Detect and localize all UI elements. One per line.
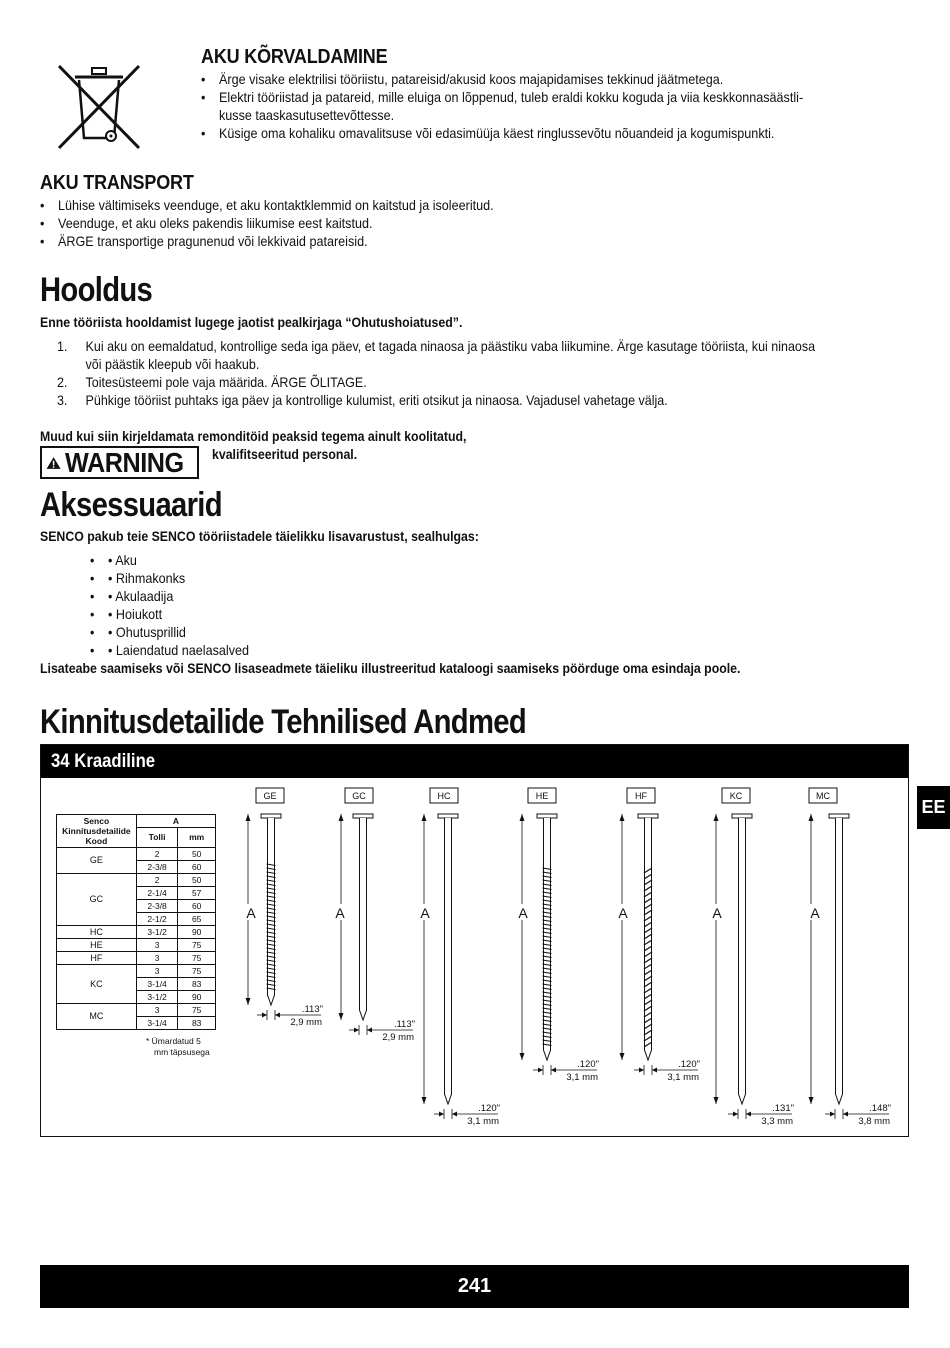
list-item: • Lühise vältimiseks veenduge, et aku kontaktklemmid on kaitstud ja isoleeritud. [40, 196, 494, 214]
inch-cell: 3-1/4 [136, 1017, 178, 1030]
nail-shank [445, 818, 452, 1104]
language-tab: EE [917, 786, 950, 829]
list-item-continuation: või päästik kleepub või haakub. [85, 356, 260, 372]
mm-cell: 75 [178, 1004, 216, 1017]
inch-cell: 3 [136, 952, 178, 965]
diameter-arrow [652, 1068, 657, 1073]
dimension-arrow-down [620, 1053, 625, 1060]
nail-head [438, 814, 458, 818]
diameter-mm: 2,9 mm [382, 1032, 414, 1043]
nail-shank [739, 818, 746, 1104]
nail-head [732, 814, 752, 818]
diameter-arrow [367, 1028, 372, 1033]
table-header-mm: mm [178, 828, 216, 848]
inch-cell: 3-1/2 [136, 926, 178, 939]
inch-cell: 2-3/8 [136, 861, 178, 874]
transport-title: AKU TRANSPORT [40, 172, 194, 194]
nail-code-label: MC [816, 791, 830, 801]
dimension-letter: A [420, 905, 430, 921]
diameter-inch: .113" [301, 1004, 323, 1015]
diameter-mm: 2,9 mm [290, 1017, 322, 1028]
diameter-arrow [439, 1112, 444, 1117]
nail-code-label: HC [437, 791, 451, 801]
page-number: 241 [457, 1275, 492, 1297]
inch-cell: 2 [136, 874, 178, 887]
mm-cell: 60 [178, 861, 216, 874]
inch-cell: 3-1/2 [136, 991, 178, 1004]
nail-shank [544, 818, 551, 1060]
inch-cell: 3 [136, 1004, 178, 1017]
fastener-code-cell: GC [57, 874, 137, 926]
tech-title: Kinnitusdetailide Tehnilised Andmed [40, 703, 527, 741]
diameter-mm: 3,1 mm [667, 1072, 699, 1083]
list-item: • Küsige oma kohaliku omavalitsuse või edasimüüja käest ringlussevõtu nõuandeid ja kogumispunkti. [201, 124, 921, 142]
diameter-inch: .148" [869, 1103, 891, 1114]
dimension-arrow-down [714, 1097, 719, 1104]
list-item: • ÄRGE transportige pragunenud või lekkivaid patareisid. [40, 232, 494, 250]
table-header-a: A [136, 815, 215, 828]
inch-cell: 2-1/4 [136, 887, 178, 900]
dimension-arrow-up [422, 814, 427, 821]
dimension-arrow-up [714, 814, 719, 821]
inch-cell: 3-1/4 [136, 978, 178, 991]
nail-head [353, 814, 373, 818]
diameter-mm: 3,1 mm [566, 1072, 598, 1083]
table-header-code: Senco Kinnitusdetailide Kood [57, 815, 137, 848]
diameter-inch: .120" [478, 1103, 500, 1114]
dimension-arrow-down [520, 1053, 525, 1060]
mm-cell: 75 [178, 965, 216, 978]
nail-head [638, 814, 658, 818]
diameter-arrow [275, 1013, 280, 1018]
table-header-inch: Tolli [136, 828, 178, 848]
tech-header: 34 Kraadiline [41, 745, 908, 778]
fastener-code-cell: KC [57, 965, 137, 1004]
fastener-code-cell: GE [57, 848, 137, 874]
list-item: 1. Kui aku on eemaldatud, kontrollige seda iga päev, et tagada ninaosa ja päästiku vaba liikumine. Ärge kasutage tööriista, kui ninaosa [56, 338, 816, 354]
mm-cell: 83 [178, 1017, 216, 1030]
diameter-arrow [538, 1068, 543, 1073]
diameter-arrow [733, 1112, 738, 1117]
inch-cell: 3 [136, 939, 178, 952]
fastener-code-cell: MC [57, 1004, 137, 1030]
dimension-arrow-up [339, 814, 344, 821]
diameter-inch: .120" [678, 1059, 700, 1070]
inch-cell: 2 [136, 848, 178, 861]
maintenance-title: Hooldus [40, 271, 153, 309]
list-item: • • Aku [90, 551, 249, 569]
nail-code-label: GE [263, 791, 277, 801]
mm-cell: 90 [178, 926, 216, 939]
nail-shank [836, 818, 843, 1104]
dimension-arrow-down [422, 1097, 427, 1104]
diameter-mm: 3,3 mm [761, 1116, 793, 1127]
nail-head [829, 814, 849, 818]
list-item: • • Rihmakonks [90, 569, 249, 587]
nail-shank [360, 818, 367, 1020]
list-item: 2. Toitesüsteemi pole vaja määrida. ÄRGE ÕLITAGE. [56, 374, 367, 390]
mm-cell: 50 [178, 874, 216, 887]
list-item: • • Akulaadija [90, 587, 249, 605]
mm-cell: 75 [178, 952, 216, 965]
fastener-code-cell: HF [57, 952, 137, 965]
warning-label: WARNING [65, 446, 184, 478]
nail-code-label: HF [635, 791, 647, 801]
list-item: 3. Pühkige tööriist puhtaks iga päev ja kontrollige kulumist, eriti otsikut ja ninaosa. Vajadusel vahetage välja. [56, 392, 668, 408]
dimension-arrow-up [809, 814, 814, 821]
nail-code-label: HE [535, 791, 549, 801]
maintenance-intro: Enne tööriista hooldamist lugege jaotist pealkirjaga “Ohutushoiatused”. [40, 314, 463, 330]
dimension-arrow-down [246, 998, 251, 1005]
dimension-arrow-up [246, 814, 251, 821]
dimension-letter: A [518, 905, 528, 921]
nail-code-label: GC [352, 791, 366, 801]
dimension-letter: A [335, 905, 345, 921]
fastener-code-cell: HC [57, 926, 137, 939]
dimension-arrow-down [339, 1013, 344, 1020]
nail-head [537, 814, 557, 818]
dimension-arrow-down [809, 1097, 814, 1104]
disposal-title: AKU KÕRVALDAMINE [201, 46, 388, 68]
mm-cell: 75 [178, 939, 216, 952]
accessories-outro: Lisateabe saamiseks või SENCO lisaseadmete täieliku illustreeritud kataloogi saamiseks pöörduge oma esindaja poole. [40, 660, 741, 676]
diameter-mm: 3,8 mm [858, 1116, 890, 1127]
diameter-arrow [452, 1112, 457, 1117]
inch-cell: 3 [136, 965, 178, 978]
diameter-mm: 3,1 mm [467, 1116, 499, 1127]
inch-cell: 2-1/2 [136, 913, 178, 926]
dimension-letter: A [712, 905, 722, 921]
list-item: • Veenduge, et aku oleks pakendis liikumise eest kaitstud. [40, 214, 494, 232]
mm-cell: 57 [178, 887, 216, 900]
dimension-arrow-up [620, 814, 625, 821]
fastener-code-cell: HE [57, 939, 137, 952]
accessories-title: Aksessuaarid [40, 486, 222, 524]
diameter-arrow [639, 1068, 644, 1073]
diameter-arrow [551, 1068, 556, 1073]
footnote-line: * Ümardatud 5 [146, 1036, 201, 1046]
list-item: • Ärge visake elektrilisi tööriistu, patareisid/akusid koos majapidamises tekkinud jäätmetega. [201, 70, 921, 88]
diameter-arrow [830, 1112, 835, 1117]
diameter-inch: .131" [772, 1103, 794, 1114]
list-item: • • Ohutusprillid [90, 623, 249, 641]
diameter-inch: .113" [393, 1019, 415, 1030]
list-item: • Elektri tööriistad ja patareid, mille eluiga on lõppenud, tuleb eraldi kokku koguda ja viia keskkonnasäästli- [201, 88, 921, 106]
mm-cell: 60 [178, 900, 216, 913]
nail-code-label: KC [729, 791, 743, 801]
mm-cell: 50 [178, 848, 216, 861]
list-item: • • Laiendatud naelasalved [90, 641, 249, 659]
footnote-line: mm täpsusega [154, 1047, 210, 1057]
diameter-arrow [262, 1013, 267, 1018]
warning-text-line-1: Muud kui siin kirjeldamata remonditöid peaksid tegema ainult koolitatud, [40, 428, 467, 444]
list-item: • • Hoiukott [90, 605, 249, 623]
nail-shank [645, 818, 652, 1060]
nail-head [261, 814, 281, 818]
dimension-letter: A [618, 905, 628, 921]
diameter-arrow [843, 1112, 848, 1117]
mm-cell: 65 [178, 913, 216, 926]
dimension-letter: A [810, 905, 820, 921]
accessories-intro: SENCO pakub teie SENCO tööriistadele täielikku lisavarustust, sealhulgas: [40, 528, 479, 544]
mm-cell: 83 [178, 978, 216, 991]
diameter-inch: .120" [577, 1059, 599, 1070]
dimension-letter: A [246, 905, 256, 921]
warning-text-line-2: kvalifitseeritud personal. [212, 446, 358, 462]
inch-cell: 2-3/8 [136, 900, 178, 913]
dimension-arrow-up [520, 814, 525, 821]
diameter-arrow [354, 1028, 359, 1033]
diameter-arrow [746, 1112, 751, 1117]
mm-cell: 90 [178, 991, 216, 1004]
page-footer [40, 1265, 909, 1308]
list-item-continuation: kusse taaskasutusettevõttesse. [219, 107, 395, 123]
